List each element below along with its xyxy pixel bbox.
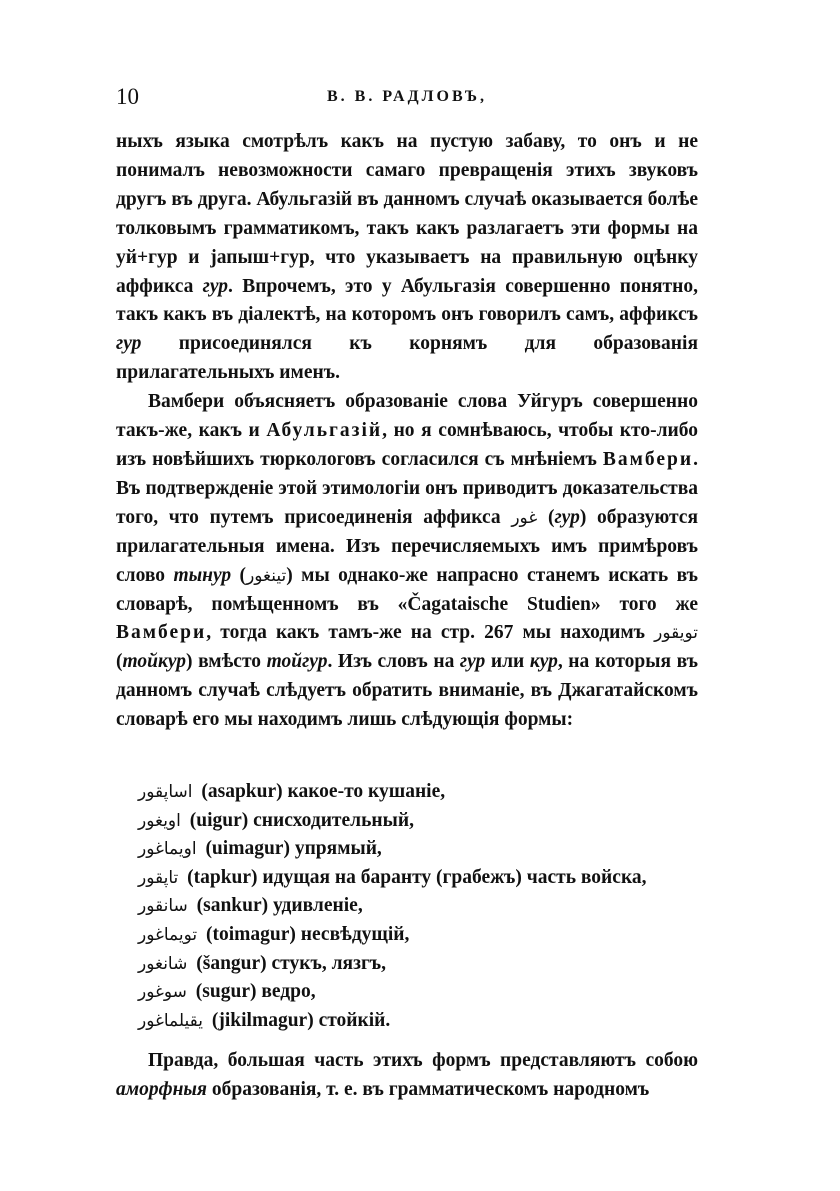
paragraph-2: Вамбери объясняетъ образованіе слова Уйгуръ совершенно такъ-же, какъ и Абульгазій, но я сомнѣваюсь, чтобы кто-либо изъ новѣйшихъ тюркологовъ согласился съ мнѣніемъ Вамбери. Въ подтвержденіе этой этимологіи онъ приводитъ доказательства того, что путемъ присоединенія аффикса غور (гур) образуются прилагательныя имена. Изъ перечисляемыхъ имъ примѣровъ слово тынур (تينغور) мы однако-же напрасно станемъ искать въ словарѣ, помѣщенномъ въ «Čagataische Studien» того же Вамбери, тогда какъ тамъ-же на стр. 267 мы находимъ تويقور (тойкур) вмѣсто тойгур. Изъ словъ на гур или кур, на которыя въ данномъ случаѣ слѣдуетъ обратить вниманіе, въ Джагатайскомъ словарѣ его мы находимъ лишь слѣдующія формы:: [116, 391, 699, 731]
page-header: [116, 84, 698, 116]
list-item: يقيلماغور (jikilmagur) стойкій.: [116, 1007, 698, 1036]
arabic-word: اويغور: [138, 810, 181, 831]
arabic-word: غور: [511, 507, 538, 528]
list-item: اويغور (uigur) снисходительный,: [116, 807, 698, 836]
arabic-word: اويماغور: [138, 839, 197, 860]
arabic-word: تويماغور: [138, 924, 198, 945]
page-number: 10: [116, 84, 139, 109]
name-vambery: Вамбери: [116, 622, 207, 644]
arabic-word: يقيلماغور: [138, 1010, 203, 1031]
arabic-word: شانغور: [138, 953, 188, 974]
list-item: اساپقور (asapkur) какое-то кушаніе,: [116, 778, 698, 807]
name-abulgazi: Абульгазій: [266, 420, 383, 442]
name-vambery: Вамбери: [602, 448, 694, 470]
list-item: شانغور (šangur) стукъ, лязгъ,: [116, 950, 698, 979]
closing-paragraph: [116, 1047, 698, 1105]
main-text: [116, 128, 698, 735]
arabic-word: تويقور: [654, 623, 698, 644]
arabic-word: تاپقور: [138, 867, 179, 888]
list-item: تاپقور (tapkur) идущая на баранту (грабежъ) часть войска,: [116, 864, 698, 893]
list-item: سانقور (sankur) удивленіе,: [116, 892, 698, 921]
arabic-word: اساپقور: [138, 782, 193, 802]
running-head: В. В. РАДЛОВЪ,: [326, 88, 488, 105]
list-item: اويماغور (uimagur) упрямый,: [116, 835, 698, 864]
list-item: تويماغور (toimagur) несвѣдущій,: [116, 921, 698, 950]
word-list: [116, 778, 698, 1035]
paragraph-3: Правда, большая часть этихъ формъ представляютъ собою аморфныя образованія, т. е. въ грамматическомъ народномъ: [116, 1050, 698, 1100]
arabic-word: تينغور: [246, 565, 287, 586]
list-item: سوغور (sugur) ведро,: [116, 978, 698, 1007]
arabic-word: سوغور: [138, 982, 187, 1003]
arabic-word: سانقور: [138, 896, 188, 917]
paragraph-1: ныхъ языка смотрѣлъ какъ на пустую забаву, то онъ и не понималъ невозможности самаго превращенія этихъ звуковъ другъ въ друга. Абульгазій въ данномъ случаѣ оказывается болѣе толковымъ грамматикомъ, такъ какъ разлагаетъ эти формы на уй+гур и јапыш+гур, что указываетъ на правильную оцѣнку аффикса гур. Впрочемъ, это у Абульгазія совершенно понятно, такъ какъ въ діалектѣ, на которомъ онъ говорилъ самъ, аффиксъ гур присоединялся къ корнямъ для образованія прилагательныхъ именъ.: [116, 131, 698, 384]
